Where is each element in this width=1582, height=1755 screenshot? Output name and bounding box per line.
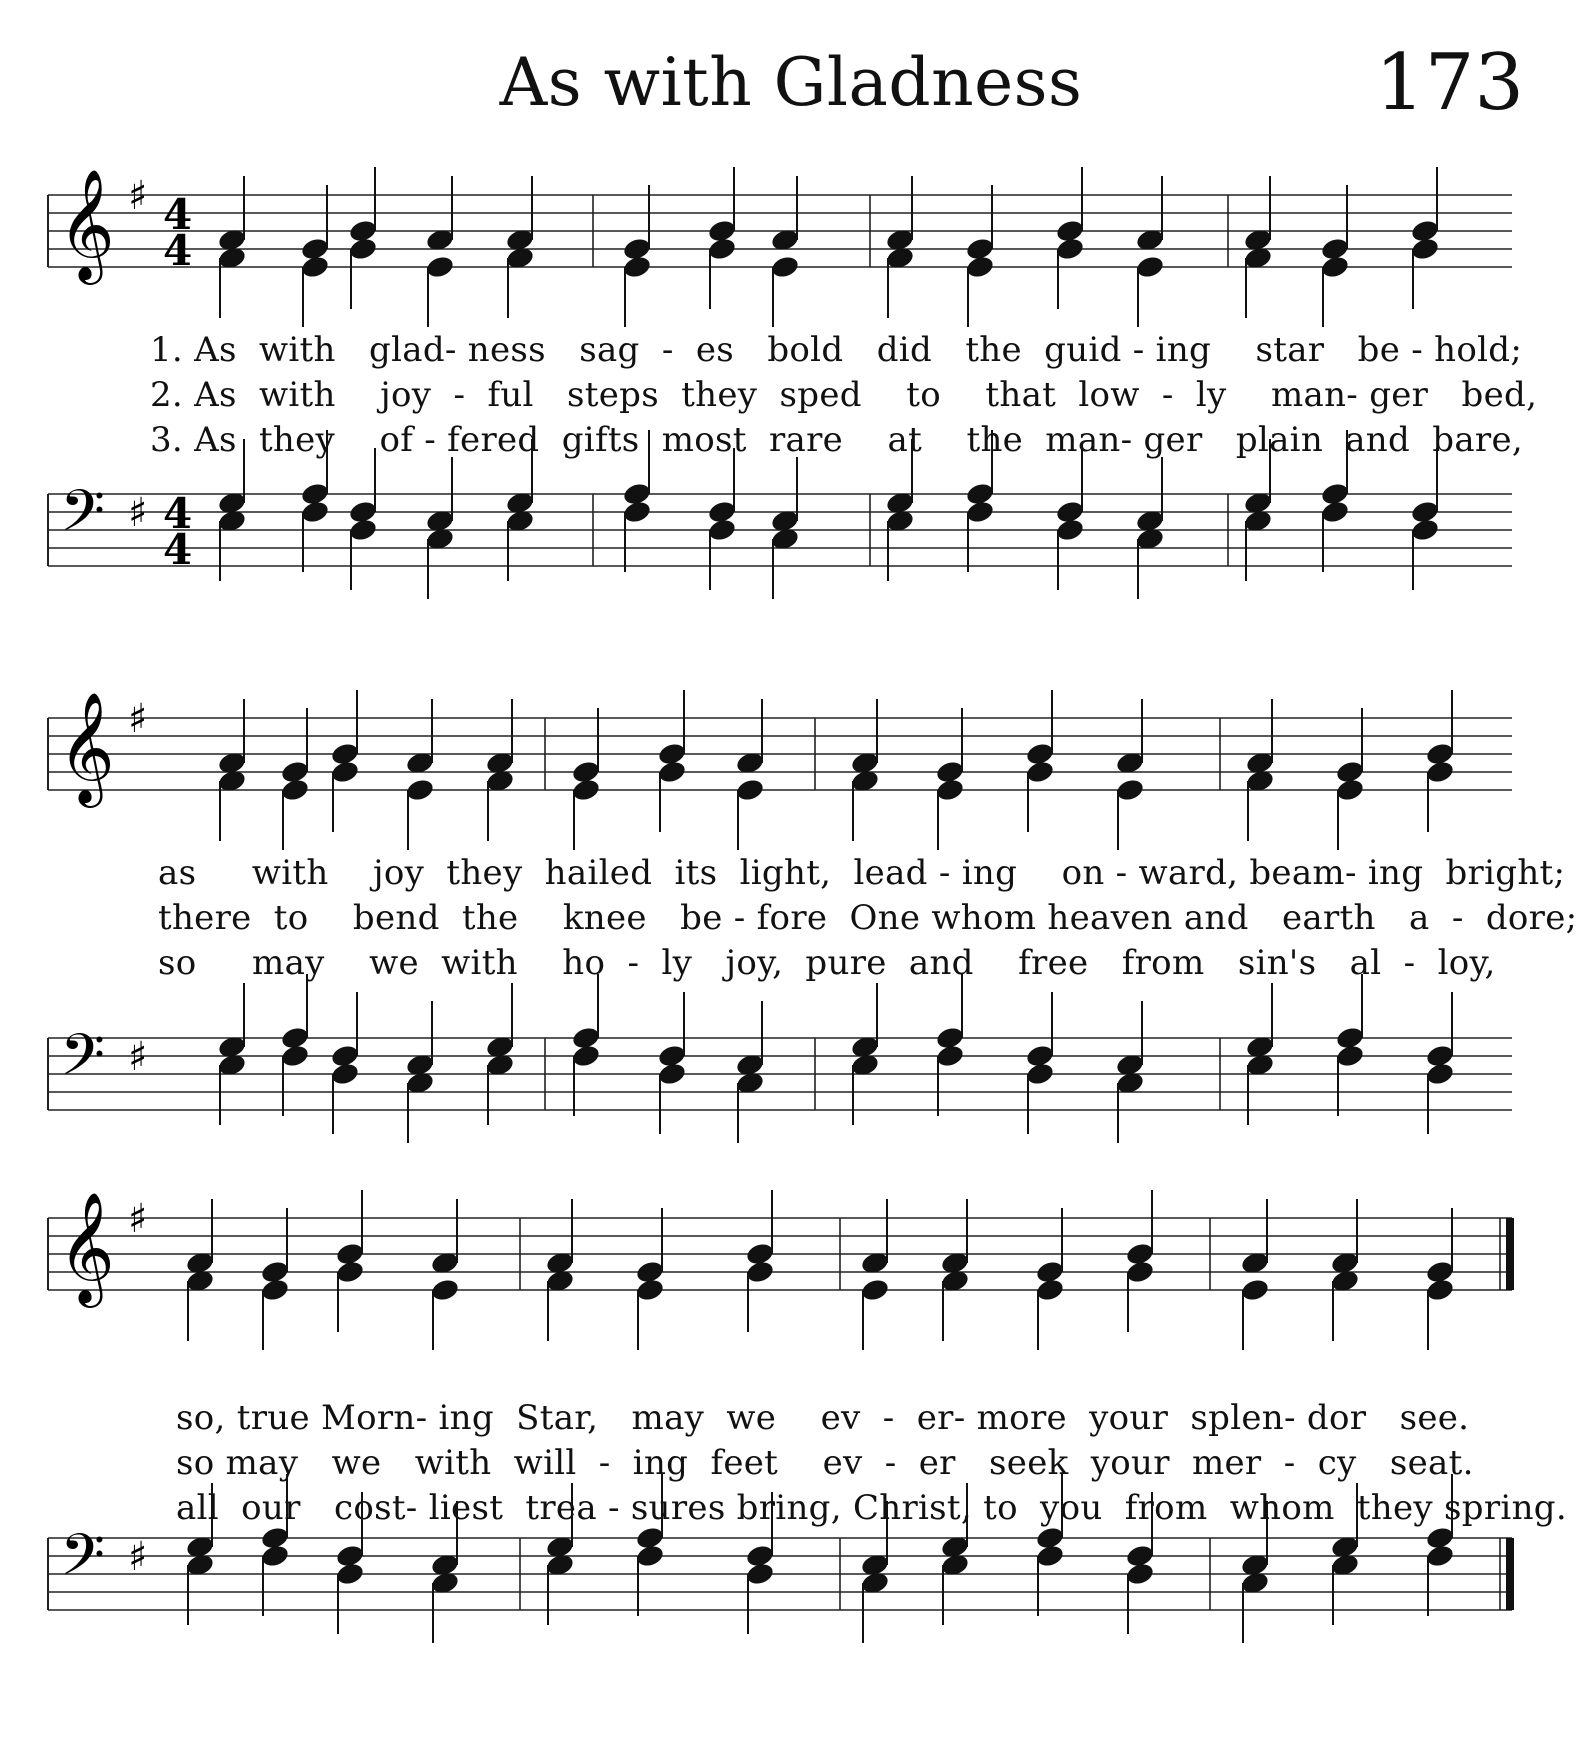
- notehead: [1425, 1061, 1456, 1087]
- notehead: [405, 777, 436, 803]
- notehead: [1035, 1543, 1066, 1569]
- time-signature-top: 4: [163, 489, 193, 538]
- notehead: [571, 1043, 602, 1069]
- notehead: [635, 1543, 666, 1569]
- notehead: [745, 1561, 776, 1587]
- lyric-line: so may we with will - ing feet ev - er seek your mer - cy seat.: [176, 1443, 1474, 1483]
- notehead: [1125, 1561, 1156, 1587]
- notehead: [1135, 254, 1166, 280]
- key-signature-sharp: ♯: [128, 173, 148, 219]
- key-signature-sharp: ♯: [128, 1534, 148, 1580]
- notehead: [735, 777, 766, 803]
- notehead: [1425, 1543, 1456, 1569]
- notehead: [300, 254, 331, 280]
- lyric-line: there to bend the knee be - fore One whom heaven and earth a - dore;: [158, 898, 1578, 938]
- lyric-line: all our cost- liest trea - sures bring, Christ, to you from whom they spring.: [176, 1488, 1567, 1528]
- notehead: [260, 1277, 291, 1303]
- hymn-number: 173: [1375, 38, 1524, 128]
- notehead: [1425, 1277, 1456, 1303]
- key-signature-sharp: ♯: [128, 1034, 148, 1080]
- notehead: [1335, 1043, 1366, 1069]
- hymn-title: As with Gladness: [499, 44, 1083, 121]
- notehead: [1240, 1277, 1271, 1303]
- notehead: [745, 1259, 776, 1285]
- notehead: [1035, 1277, 1066, 1303]
- lyric-line: 1. As with glad- ness sag - es bold did the guid - ing star be - hold;: [150, 330, 1523, 370]
- notehead: [1025, 1061, 1056, 1087]
- treble-clef: 𝄞: [58, 168, 115, 280]
- notehead: [1025, 759, 1056, 785]
- lyric-line: as with joy they hailed its light, lead - ing on - ward, beam- ing bright;: [158, 853, 1566, 893]
- notehead: [1055, 236, 1086, 262]
- key-signature-sharp: ♯: [128, 490, 148, 536]
- key-signature-sharp: ♯: [128, 1196, 148, 1242]
- notehead: [1320, 254, 1351, 280]
- bass-clef: 𝄢: [60, 1021, 106, 1103]
- notehead: [300, 499, 331, 525]
- lyric-line: 3. As they of - fered gifts most rare at the man- ger plain and bare,: [150, 420, 1524, 460]
- notehead: [260, 1543, 291, 1569]
- notehead: [965, 499, 996, 525]
- notehead: [1410, 517, 1441, 543]
- notehead: [335, 1259, 366, 1285]
- notehead: [860, 1277, 891, 1303]
- notehead: [425, 254, 456, 280]
- time-signature-top: 4: [163, 190, 193, 239]
- notehead: [330, 759, 361, 785]
- notehead: [935, 777, 966, 803]
- key-signature-sharp: ♯: [128, 696, 148, 742]
- lyric-line: so may we with ho - ly joy, pure and free from sin's al - loy,: [158, 943, 1496, 983]
- notehead: [622, 254, 653, 280]
- final-barline: [1506, 1538, 1514, 1610]
- notehead: [635, 1277, 666, 1303]
- time-signature-bottom: 4: [163, 226, 193, 275]
- notehead: [335, 1561, 366, 1587]
- notehead: [965, 254, 996, 280]
- notehead: [622, 499, 653, 525]
- notehead: [1320, 499, 1351, 525]
- notehead: [707, 236, 738, 262]
- notehead: [280, 1043, 311, 1069]
- notehead: [935, 1043, 966, 1069]
- lyric-line: 2. As with joy - ful steps they sped to that low - ly man- ger bed,: [150, 375, 1538, 415]
- notehead: [1425, 759, 1456, 785]
- notehead: [348, 517, 379, 543]
- lyric-line: so, true Morn- ing Star, may we ev - er- more your splen- dor see.: [176, 1398, 1470, 1438]
- notehead: [1055, 517, 1086, 543]
- notehead: [1335, 777, 1366, 803]
- final-barline: [1506, 1218, 1514, 1290]
- time-signature-bottom: 4: [163, 525, 193, 574]
- notehead: [330, 1061, 361, 1087]
- notehead: [280, 777, 311, 803]
- treble-clef: 𝄞: [58, 1191, 115, 1303]
- bass-clef: 𝄢: [60, 477, 106, 559]
- notehead: [571, 777, 602, 803]
- notehead: [657, 759, 688, 785]
- treble-clef: 𝄞: [58, 691, 115, 803]
- notehead: [348, 236, 379, 262]
- notehead: [1410, 236, 1441, 262]
- notehead: [770, 254, 801, 280]
- notehead: [707, 517, 738, 543]
- notehead: [1125, 1259, 1156, 1285]
- notehead: [657, 1061, 688, 1087]
- bass-clef: 𝄢: [60, 1521, 106, 1603]
- notehead: [1115, 777, 1146, 803]
- notehead: [430, 1277, 461, 1303]
